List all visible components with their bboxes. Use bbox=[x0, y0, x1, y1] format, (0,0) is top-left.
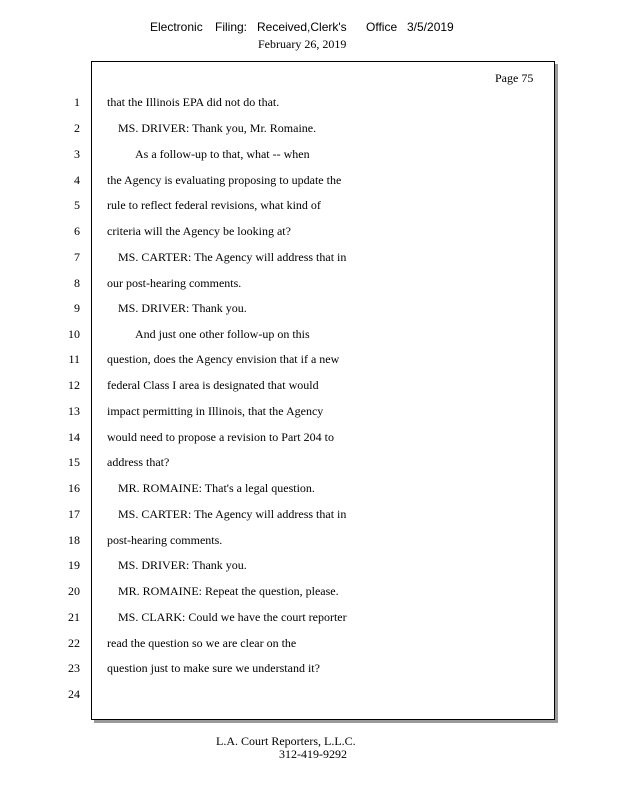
line-text: MS. DRIVER: Thank you, Mr. Romaine. bbox=[118, 121, 317, 135]
line-text: would need to propose a revision to Part 204 to bbox=[107, 430, 334, 444]
line-text: criteria will the Agency be looking at? bbox=[107, 224, 291, 238]
line-number: 20 bbox=[68, 584, 80, 598]
stamp-word-received: Received,Clerk's bbox=[257, 20, 347, 34]
line-number: 10 bbox=[68, 327, 80, 341]
transcript-line bbox=[0, 398, 618, 424]
transcript-line bbox=[0, 141, 618, 167]
stamp-word-electronic: Electronic bbox=[150, 20, 203, 34]
line-number: 18 bbox=[68, 533, 80, 547]
line-number: 9 bbox=[74, 301, 80, 315]
line-text: our post-hearing comments. bbox=[107, 276, 242, 290]
transcript-line bbox=[0, 192, 618, 218]
line-number: 24 bbox=[68, 687, 80, 701]
transcript-line bbox=[0, 115, 618, 141]
line-number: 21 bbox=[68, 610, 80, 624]
page-number: Page 75 bbox=[495, 71, 534, 85]
transcript-line bbox=[0, 578, 618, 604]
line-text: read the question so we are clear on the bbox=[107, 636, 297, 650]
line-text: address that? bbox=[107, 455, 170, 469]
transcript-line bbox=[0, 630, 618, 656]
line-text: MS. DRIVER: Thank you. bbox=[118, 558, 247, 572]
line-text: And just one other follow-up on this bbox=[135, 327, 310, 341]
line-text: MR. ROMAINE: That's a legal question. bbox=[118, 481, 315, 495]
transcript-line bbox=[0, 655, 618, 681]
line-text: that the Illinois EPA did not do that. bbox=[107, 95, 280, 109]
line-number: 19 bbox=[68, 558, 80, 572]
transcript-line bbox=[0, 475, 618, 501]
line-number: 15 bbox=[68, 455, 80, 469]
line-text: question just to make sure we understand it? bbox=[107, 661, 320, 675]
line-text: MS. DRIVER: Thank you. bbox=[118, 301, 247, 315]
filed-date: February 26, 2019 bbox=[258, 37, 347, 51]
line-number: 11 bbox=[68, 352, 80, 366]
transcript-line bbox=[0, 424, 618, 450]
stamp-word-office: Office bbox=[366, 20, 398, 34]
line-number: 13 bbox=[68, 404, 80, 418]
transcript-line bbox=[0, 270, 618, 296]
line-number: 14 bbox=[68, 430, 80, 444]
stamp-date: 3/5/2019 bbox=[407, 20, 454, 34]
stamp-word-filing: Filing: bbox=[215, 20, 248, 34]
line-number: 17 bbox=[68, 507, 80, 521]
transcript-line bbox=[0, 372, 618, 398]
transcript-line bbox=[0, 244, 618, 270]
line-number: 4 bbox=[74, 173, 80, 187]
reporter-phone: 312-419-9292 bbox=[279, 747, 347, 761]
line-number: 16 bbox=[68, 481, 80, 495]
line-number: 23 bbox=[68, 661, 80, 675]
transcript-line bbox=[0, 681, 618, 707]
line-text: the Agency is evaluating proposing to update the bbox=[107, 173, 342, 187]
transcript-line bbox=[0, 218, 618, 244]
line-number: 5 bbox=[74, 198, 80, 212]
line-number: 8 bbox=[74, 276, 80, 290]
line-text: post-hearing comments. bbox=[107, 533, 223, 547]
transcript-line bbox=[0, 604, 618, 630]
line-number: 3 bbox=[74, 147, 80, 161]
transcript-line bbox=[0, 89, 618, 115]
line-number: 22 bbox=[68, 636, 80, 650]
line-text: federal Class I area is designated that would bbox=[107, 378, 319, 392]
line-number: 6 bbox=[74, 224, 80, 238]
transcript-line bbox=[0, 552, 618, 578]
line-text: As a follow-up to that, what -- when bbox=[135, 147, 310, 161]
line-number: 1 bbox=[74, 95, 80, 109]
line-text: question, does the Agency envision that if a new bbox=[107, 352, 340, 366]
transcript-line bbox=[0, 501, 618, 527]
line-text: rule to reflect federal revisions, what kind of bbox=[107, 198, 321, 212]
line-text: MR. ROMAINE: Repeat the question, please. bbox=[118, 584, 339, 598]
transcript-line bbox=[0, 346, 618, 372]
line-number: 7 bbox=[74, 250, 80, 264]
line-text: impact permitting in Illinois, that the Agency bbox=[107, 404, 324, 418]
line-text: MS. CARTER: The Agency will address that in bbox=[118, 250, 347, 264]
line-text: MS. CARTER: The Agency will address that in bbox=[118, 507, 347, 521]
line-number: 12 bbox=[68, 378, 80, 392]
line-number: 2 bbox=[74, 121, 80, 135]
reporter-company: L.A. Court Reporters, L.L.C. bbox=[216, 734, 356, 748]
transcript-line bbox=[0, 295, 618, 321]
transcript-line bbox=[0, 321, 618, 347]
transcript-line bbox=[0, 449, 618, 475]
transcript-line bbox=[0, 527, 618, 553]
transcript-line bbox=[0, 167, 618, 193]
line-text: MS. CLARK: Could we have the court reporter bbox=[118, 610, 347, 624]
